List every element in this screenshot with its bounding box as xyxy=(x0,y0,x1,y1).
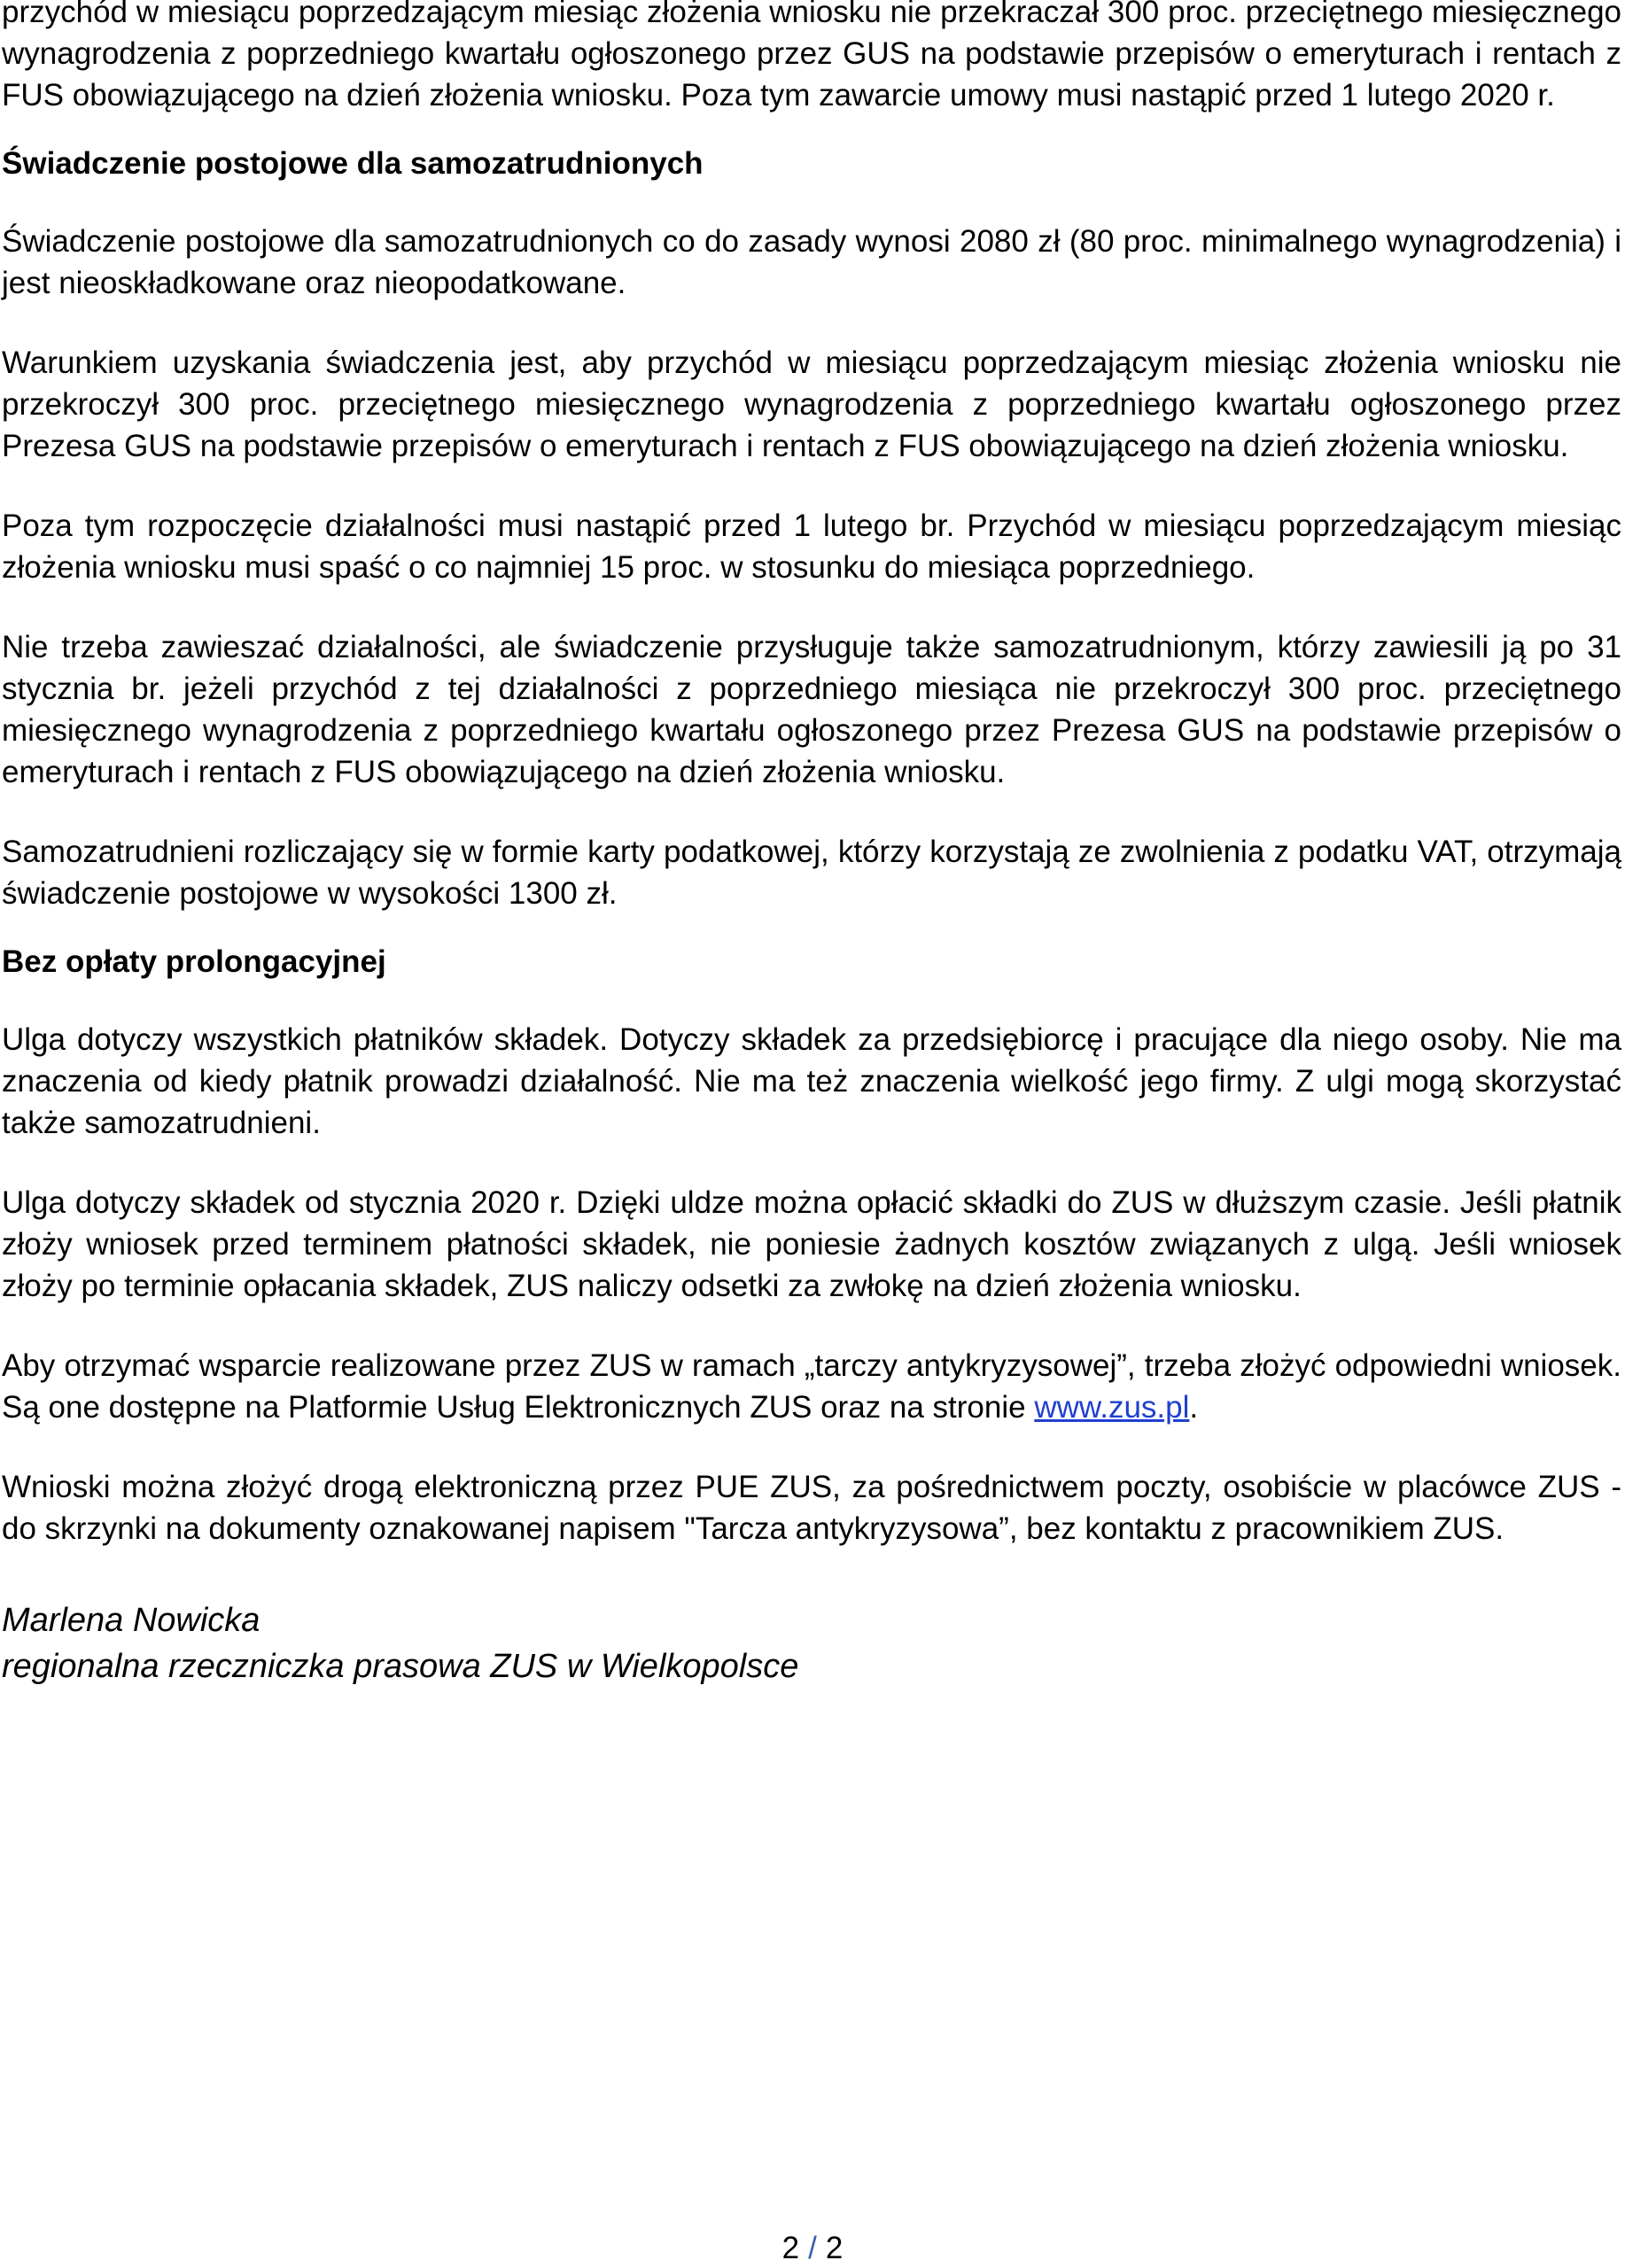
paragraph-benefit-amount: Świadczenie postojowe dla samozatrudnionych co do zasady wynosi 2080 zł (80 proc. minimalnego wynagrodzenia) i jest nieoskładkowane oraz nieopodatkowane. xyxy=(2,224,1621,300)
paragraph-suspension: Nie trzeba zawieszać działalności, ale świadczenie przysługuje także samozatrudnionym, którzy zawiesili ją po 31 stycznia br. jeżeli przychód z tej działalności z poprzedniego miesiąca nie przekroczył 300 proc. przeciętnego miesięcznego wynagrodzenia z poprzedniego kwartału ogłoszonego przez Prezesa GUS na podstawie przepisów o emeryturach i rentach z FUS obowiązującego na dzień złożenia wniosku. xyxy=(2,630,1621,789)
document-body xyxy=(2,0,1621,1689)
paragraph-benefit-condition: Warunkiem uzyskania świadczenia jest, aby przychód w miesiącu poprzedzającym miesiąc złożenia wniosku nie przekroczył 300 proc. przeciętnego miesięcznego wynagrodzenia z poprzedniego kwartału ogłoszonego przez Prezesa GUS na podstawie przepisów o emeryturach i rentach z FUS obowiązującego na dzień złożenia wniosku. xyxy=(2,346,1621,463)
paragraph-income-condition: przychód w miesiącu poprzedzającym miesiąc złożenia wniosku nie przekraczał 300 proc. przeciętnego miesięcznego wynagrodzenia z poprzedniego kwartału ogłoszonego przez GUS na podstawie przepisów o emeryturach i rentach z FUS obowiązującego na dzień złożenia wniosku. Poza tym zawarcie umowy musi nastąpić przed 1 lutego 2020 r. xyxy=(2,0,1621,113)
paragraph-relief-payers: Ulga dotyczy wszystkich płatników składek. Dotyczy składek za przedsiębiorcę i pracujące dla niego osoby. Nie ma znaczenia od kiedy płatnik prowadzi działalność. Nie ma też znaczenia wielkość jego firmy. Z ulgi mogą skorzystać także samozatrudnieni. xyxy=(2,1022,1621,1140)
page-number-separator: / xyxy=(808,2231,817,2265)
paragraph-tax-card: Samozatrudnieni rozliczający się w formie karty podatkowej, którzy korzystają ze zwolnienia z podatku VAT, otrzymają świadczenie postojowe w wysokości 1300 zł. xyxy=(2,835,1621,911)
total-page-count: 2 xyxy=(825,2231,844,2265)
zus-website-link[interactable]: www.zus.pl xyxy=(1034,1390,1190,1425)
application-info-end: . xyxy=(1189,1390,1199,1425)
paragraph-business-start: Poza tym rozpoczęcie działalności musi nastąpić przed 1 lutego br. Przychód w miesiącu poprzedzającym miesiąc złożenia wniosku musi spaść o co najmniej 15 proc. w stosunku do miesiąca poprzedniego. xyxy=(2,509,1621,585)
signature-title: regionalna rzeczniczka prasowa ZUS w Wielkopolsce xyxy=(2,1648,799,1685)
paragraph-application-info xyxy=(2,1345,1621,1428)
paragraph-relief-contributions: Ulga dotyczy składek od stycznia 2020 r. Dzięki uldze można opłacić składki do ZUS w dłuższym czasie. Jeśli płatnik złoży wniosek przed terminem płatności składek, nie poniesie żadnych kosztów związanych z ulgą. Jeśli wniosek złoży po terminie opłacania składek, ZUS naliczy odsetki za zwłokę na dzień złożenia wniosku. xyxy=(2,1185,1621,1303)
signature-name: Marlena Nowicka xyxy=(2,1602,260,1639)
section-heading-prolongation: Bez opłaty prolongacyjnej xyxy=(2,944,386,979)
paragraph-submission-methods: Wnioski można złożyć drogą elektroniczną przez PUE ZUS, za pośrednictwem poczty, osobiście w placówce ZUS - do skrzynki na dokumenty oznakowanej napisem "Tarcza antykryzysowa”, bez kontaktu z pracownikiem ZUS. xyxy=(2,1470,1621,1546)
section-heading-self-employed: Świadczenie postojowe dla samozatrudnionych xyxy=(2,146,704,181)
application-info-text: Aby otrzymać wsparcie realizowane przez ZUS w ramach „tarczy antykryzysowej”, trzeba złożyć odpowiedni wniosek. Są one dostępne na Platformie Usług Elektronicznych ZUS oraz na stronie xyxy=(2,1348,1621,1425)
current-page-number: 2 xyxy=(781,2231,800,2265)
signature-block xyxy=(2,1597,1621,1689)
page-number-footer xyxy=(0,2229,1625,2268)
